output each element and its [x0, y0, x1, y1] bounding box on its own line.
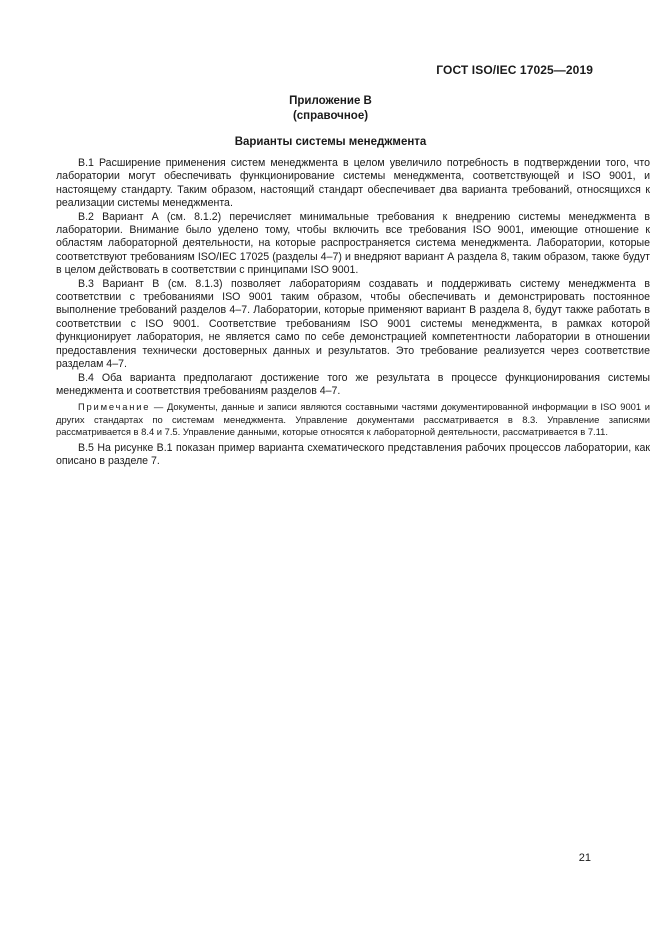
- paragraph-b5: В.5 На рисунке В.1 показан пример варианта схематического представления рабочих процессов лаборатории, как описано в разделе 7.: [56, 441, 650, 468]
- note-label: Примечание: [78, 401, 151, 413]
- paragraph-b3: В.3 Вариант В (см. 8.1.3) позволяет лабораториям создавать и поддерживать систему менеджмента в соответствии с требованиями ISO 9001 таким образом, чтобы обеспечивать и демонстрировать постоянное выполнение требований разделов 4–7. Лаборатории, которые применяют вариант В раздела 8, будут также работать в соответствии с ISO 9001. Соответствие требованиям ISO 9001 системы менеджмента, в рамках которой функционирует лаборатория, не является само по себе демонстрацией компетентности лаборатории в отношении предоставления технически достоверных данных и результатов. Это требование реализуется через соответствие разделам 4–7.: [56, 277, 650, 371]
- appendix-title: Приложение В: [289, 95, 372, 107]
- paragraph-b4: В.4 Оба варианта предполагают достижение того же результата в процессе функционирования системы менеджмента и соответствия требованиям разделов 4–7.: [56, 371, 650, 397]
- page-number: 21: [578, 852, 591, 864]
- appendix-subtitle: (справочное): [292, 110, 369, 122]
- paragraph-b1: В.1 Расширение применения систем менеджмента в целом увеличило потребность в подтверждении того, что лаборатории могут обеспечивать функционирование системы менеджмента, соответствующей и ISO 9001, и настоящему стандарту. Таким образом, настоящий стандарт обеспечивает два варианта требований, относящихся к реализации системы менеджмента.: [56, 157, 650, 210]
- body-text: [56, 157, 650, 469]
- section-title: Варианты системы менеджмента: [234, 136, 427, 148]
- appendix-heading: [0, 94, 661, 124]
- note-text: — Документы, данные и записи являются составными частями документированной информации в ISO 9001 и других стандартах по системам менеджмента. Управление документами рассматривается в 8.3. Управление записями рассматривается в 8.4 и 7.5. Управление данными, которые относятся к лабораторной деятельности, рассматривается в 7.11.: [56, 401, 650, 437]
- note: [56, 401, 650, 438]
- paragraph-b2: В.2 Вариант А (см. 8.1.2) перечисляет минимальные требования к внедрению системы менеджмента в лаборатории. Внимание было уделено тому, чтобы включить все требования ISO 9001, имеющие отношение к областям лабораторной деятельности, на которые распространяется система менеджмента. Лаборатории, которые соответствуют требованиям ISO/IEC 17025 (разделы 4–7) и внедряют вариант А раздела 8, таким образом, также будут в целом действовать в соответствии с принципами ISO 9001.: [56, 210, 650, 277]
- standard-header: ГОСТ ISO/IEC 17025—2019: [436, 63, 593, 77]
